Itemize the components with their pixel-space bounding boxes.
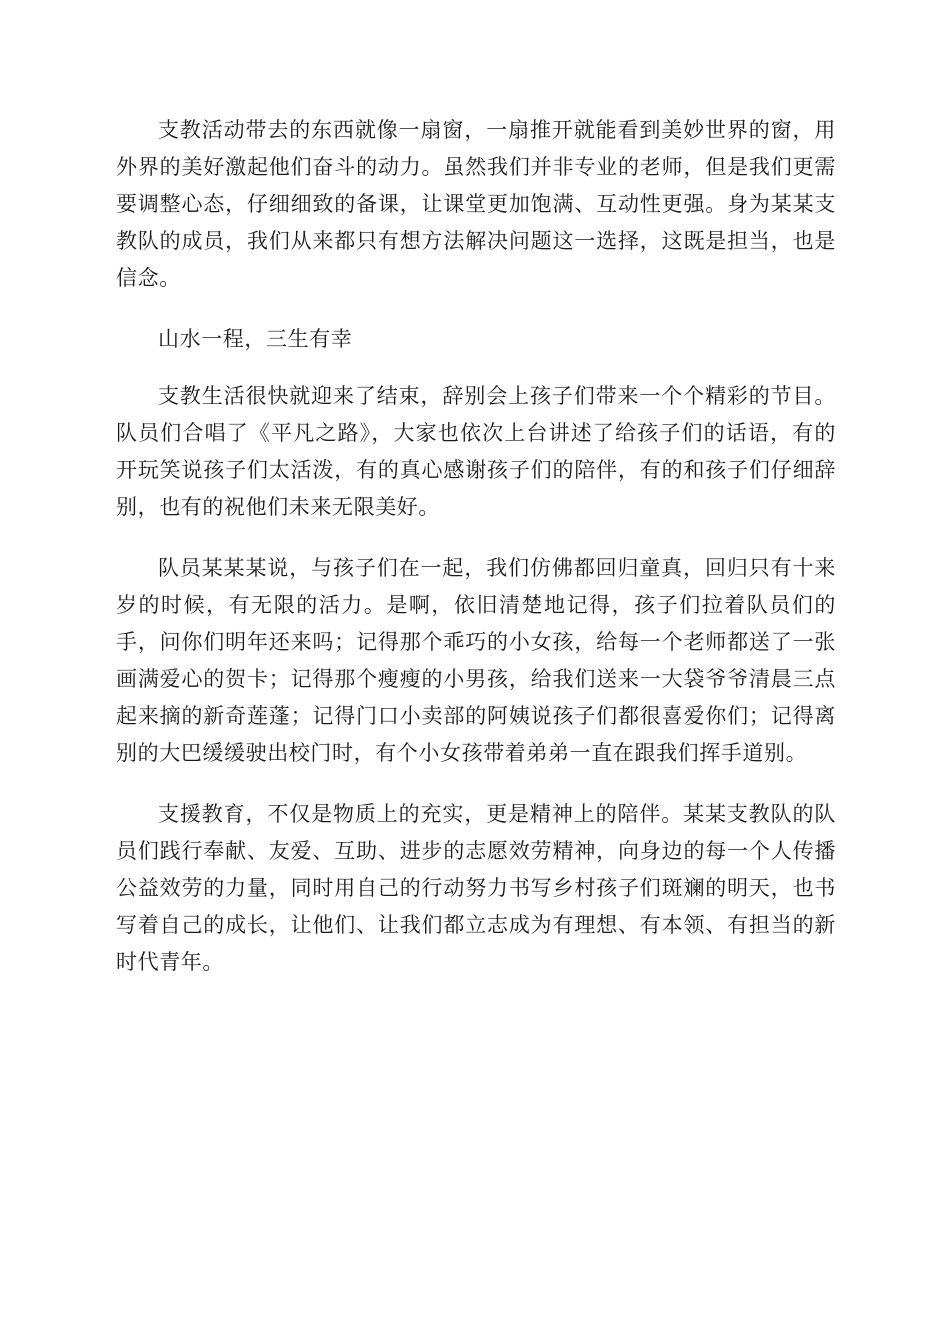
section-heading: 山水一程，三生有幸 (158, 327, 353, 351)
document-body (116, 112, 836, 1005)
paragraph-farewell-party: 支教生活很快就迎来了结束，辞别会上孩子们带来一个个精彩的节目。队员们合唱了《平凡之路》，大家也依次上台讲述了给孩子们的话语，有的开玩笑说孩子们太活泼，有的真心感谢孩子们的陪伴，有的和孩子们仔细辞别，也有的祝他们未来无限美好。 (116, 384, 836, 519)
paragraph-window-metaphor: 支教活动带去的东西就像一扇窗，一扇推开就能看到美妙世界的窗，用外界的美好激起他们奋斗的动力。虽然我们并非专业的老师，但是我们更需要调整心态，仔细细致的备课，让课堂更加饱满、互动性更强。身为某某支教队的成员，我们从来都只有想方法解决问题这一选择，这既是担当，也是信念。 (116, 118, 836, 290)
paragraph-memories: 队员某某某说，与孩子们在一起，我们仿佛都回归童真，回归只有十来岁的时候，有无限的活力。是啊，依旧清楚地记得，孩子们拉着队员们的手，问你们明年还来吗；记得那个乖巧的小女孩，给每一个老师都送了一张画满爱心的贺卡；记得那个瘦瘦的小男孩，给我们送来一大袋爷爷清晨三点起来摘的新奇莲蓬；记得门口小卖部的阿姨说孩子们都很喜爱你们；记得离别的大巴缓缓驶出校门时，有个小女孩带着弟弟一直在跟我们挥手道别。 (116, 556, 836, 765)
paragraph-conclusion: 支援教育，不仅是物质上的充实，更是精神上的陪伴。某某支教队的队员们践行奉献、友爱、互助、进步的志愿效劳精神，向身边的每一个人传播公益效劳的力量，同时用自己的行动努力书写乡村孩子们斑斓的明天，也书写着自己的成长，让他们、让我们都立志成为有理想、有本领、有担当的新时代青年。 (116, 802, 836, 974)
